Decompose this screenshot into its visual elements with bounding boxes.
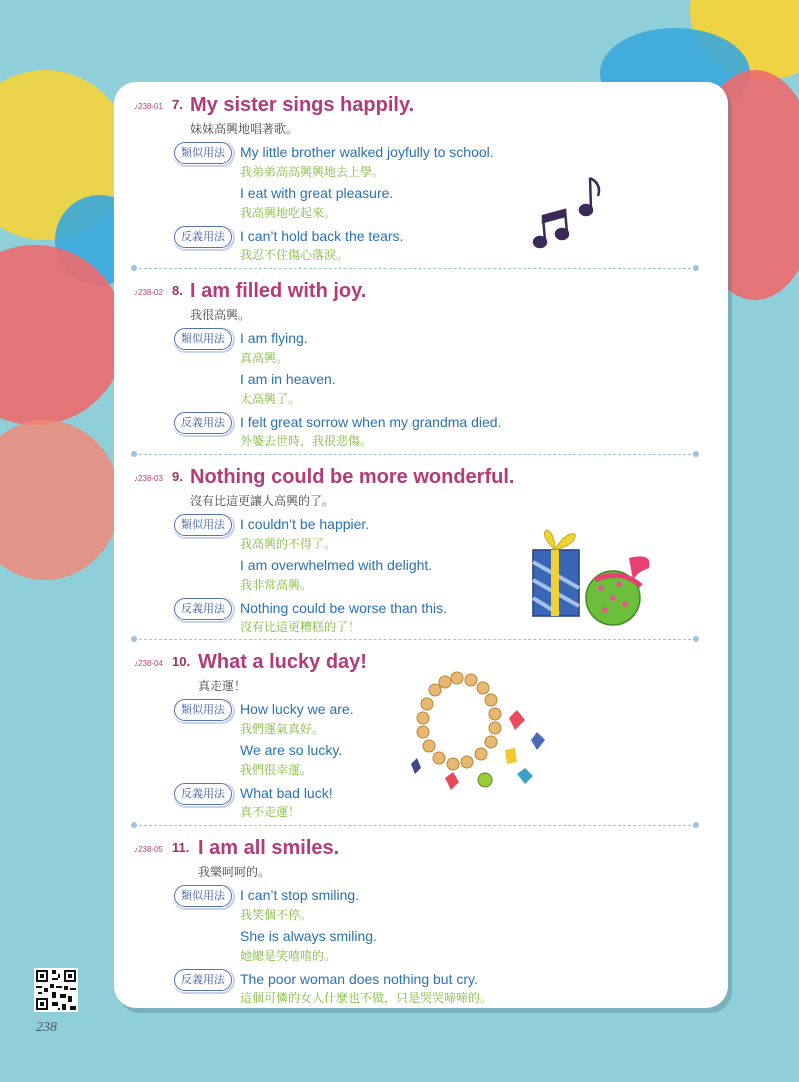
similar-badge: 類似用法 [174,328,232,350]
opposite-example-en: Nothing could be worse than this. [240,600,448,616]
entry-translation: 真走運！ [198,679,247,693]
similar-example-zh: 我笑個不停。 [240,908,313,922]
entry-headline: Nothing could be more wonderful. [190,466,515,488]
opposite-example-zh: 真不走運！ [240,805,301,819]
divider [134,825,696,826]
opposite-badge: 反義用法 [174,412,232,434]
bracelet-gems-illustration [405,668,555,796]
audio-code[interactable]: ♪238-05 [134,845,163,854]
similar-example-en: My little brother walked joyfully to school. [240,144,494,160]
similar-example-zh: 她總是笑嘻嘻的。 [240,949,337,963]
music-notes-illustration [528,172,608,252]
opposite-example-zh: 沒有比這更糟糕的了！ [240,620,361,634]
entry-translation: 我很高興。 [190,308,251,322]
similar-badge: 類似用法 [174,699,232,721]
page-number: 238 [36,1020,57,1035]
audio-code[interactable]: ♪238-01 [134,102,163,111]
entry-headline: My sister sings happily. [190,94,415,116]
opposite-example-en: I can’t hold back the tears. [240,228,404,244]
qr-code[interactable] [34,968,78,1012]
entry-number: 8. [172,283,183,298]
entry-translation: 沒有比這更讓人高興的了。 [190,494,335,508]
similar-badge: 類似用法 [174,514,232,536]
entry-headline: What a lucky day! [198,651,367,673]
entry-number: 11. [172,840,190,855]
similar-example-zh: 我們很幸運。 [240,763,313,777]
opposite-example-en: I felt great sorrow when my grandma died. [240,414,502,430]
similar-example-en: I couldn’t be happier. [240,516,370,532]
opposite-example-en: What bad luck! [240,785,333,801]
opposite-badge: 反義用法 [174,969,232,991]
opposite-badge: 反義用法 [174,226,232,248]
similar-example-en: She is always smiling. [240,928,377,944]
opposite-badge: 反義用法 [174,783,232,805]
entry-headline: I am all smiles. [198,837,340,859]
similar-example-zh: 太高興了。 [240,392,301,406]
similar-example-en: How lucky we are. [240,701,354,717]
salmon-balloon-left [0,420,120,580]
similar-example-en: I am in heaven. [240,371,336,387]
gift-boxes-illustration [525,528,655,626]
entry-translation: 妹妹高興地唱著歌。 [190,122,299,136]
entry-number: 9. [172,469,183,484]
similar-example-zh: 我高興的不得了。 [240,537,337,551]
opposite-example-zh: 外婆去世時，我很悲傷。 [240,434,373,448]
opposite-badge: 反義用法 [174,598,232,620]
similar-example-zh: 我高興地吃起來。 [240,206,337,220]
audio-code[interactable]: ♪238-02 [134,288,163,297]
similar-badge: 類似用法 [174,142,232,164]
similar-example-en: I am overwhelmed with delight. [240,557,433,573]
similar-example-zh: 我們運氣真好。 [240,722,325,736]
entry-translation: 我樂呵呵的。 [198,865,271,879]
similar-example-en: I am flying. [240,330,308,346]
entry-headline: I am filled with joy. [190,280,367,302]
similar-badge: 類似用法 [174,885,232,907]
similar-example-zh: 真高興。 [240,351,289,365]
opposite-example-en: The poor woman does nothing but cry. [240,971,478,987]
similar-example-en: We are so lucky. [240,742,343,758]
opposite-example-zh: 這個可憐的女人什麼也不做，只是哭哭啼啼的。 [240,991,493,1005]
divider [134,639,696,640]
divider [134,454,696,455]
similar-example-en: I can’t stop smiling. [240,887,360,903]
divider [134,268,696,269]
opposite-example-zh: 我忍不住傷心落淚。 [240,248,349,262]
entry-number: 7. [172,97,183,112]
similar-example-zh: 我弟弟高高興興地去上學。 [240,165,385,179]
entry-number: 10. [172,654,191,669]
similar-example-zh: 我非常高興。 [240,578,313,592]
audio-code[interactable]: ♪238-03 [134,474,163,483]
similar-example-en: I eat with great pleasure. [240,185,394,201]
audio-code[interactable]: ♪238-04 [134,659,163,668]
